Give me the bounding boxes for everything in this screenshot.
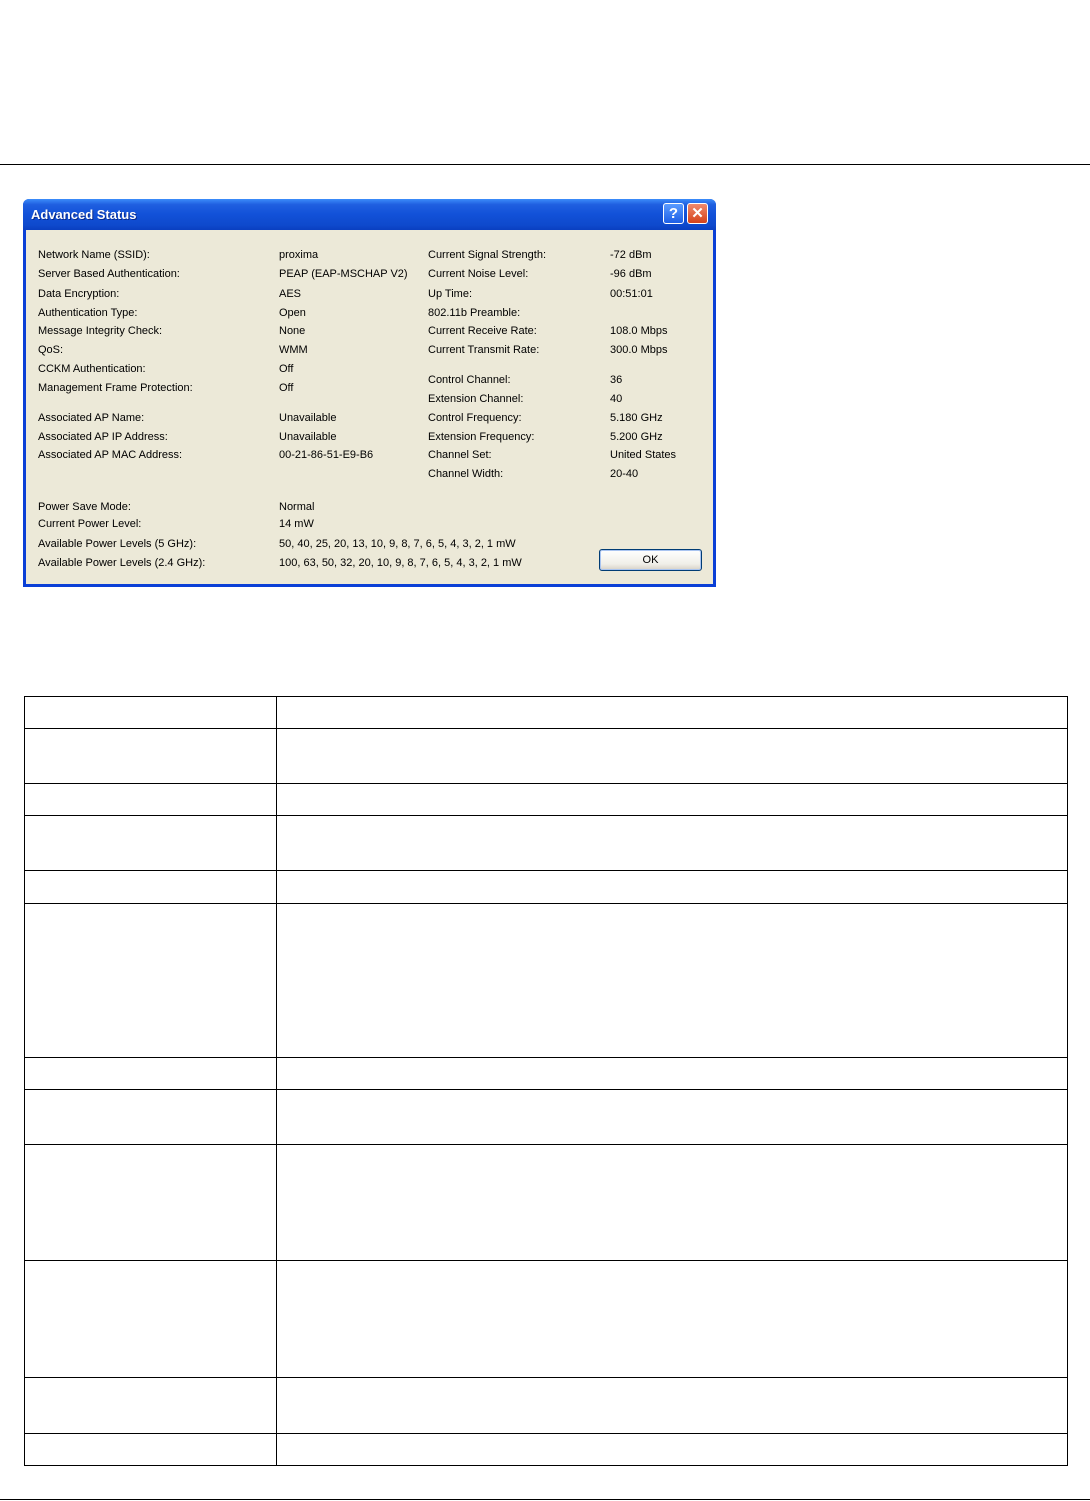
table-cell bbox=[277, 1058, 1067, 1089]
mfp-label: Management Frame Protection: bbox=[38, 382, 193, 394]
power-levels-5ghz-label: Available Power Levels (5 GHz): bbox=[38, 538, 197, 550]
power-save-label: Power Save Mode: bbox=[38, 501, 131, 513]
help-button[interactable]: ? bbox=[663, 203, 684, 224]
preamble-label: 802.11b Preamble: bbox=[428, 307, 521, 319]
table-cell bbox=[25, 871, 277, 903]
noise-level-value: -96 dBm bbox=[610, 268, 652, 280]
table-cell bbox=[25, 1145, 277, 1260]
data-encryption-value: AES bbox=[279, 288, 302, 300]
table-cell bbox=[25, 904, 277, 1057]
power-levels-5ghz-value: 50, 40, 25, 20, 13, 10, 9, 8, 7, 6, 5, 4, 3, 2, 1 mW bbox=[279, 538, 516, 550]
signal-strength-label: Current Signal Strength: bbox=[428, 249, 547, 261]
qos-label: QoS: bbox=[38, 344, 64, 356]
channel-width-value: 20-40 bbox=[610, 468, 639, 480]
table-cell bbox=[25, 816, 277, 870]
title-bar bbox=[23, 199, 716, 230]
power-save-value: Normal bbox=[279, 501, 315, 513]
power-level-label: Current Power Level: bbox=[38, 518, 142, 530]
ap-name-value: Unavailable bbox=[279, 412, 337, 424]
dialog-title: Advanced Status bbox=[31, 207, 137, 222]
transmit-rate-label: Current Transmit Rate: bbox=[428, 344, 540, 356]
table-cell bbox=[277, 871, 1067, 903]
table-cell bbox=[277, 1378, 1067, 1433]
table-row bbox=[24, 1089, 1068, 1144]
ap-ip-label: Associated AP IP Address: bbox=[38, 431, 168, 443]
table-cell bbox=[25, 1261, 277, 1377]
table-cell bbox=[277, 904, 1067, 1057]
ap-ip-value: Unavailable bbox=[279, 431, 337, 443]
table-cell bbox=[277, 1145, 1067, 1260]
table-cell bbox=[25, 697, 277, 728]
channel-set-value: United States bbox=[610, 449, 677, 461]
data-encryption-label: Data Encryption: bbox=[38, 288, 120, 300]
table-cell bbox=[25, 784, 277, 815]
up-time-value: 00:51:01 bbox=[610, 288, 653, 300]
qos-value: WMM bbox=[279, 344, 308, 356]
ssid-value: proxima bbox=[279, 249, 319, 261]
table-cell bbox=[277, 1090, 1067, 1144]
auth-type-value: Open bbox=[279, 307, 306, 319]
power-levels-24ghz-label: Available Power Levels (2.4 GHz): bbox=[38, 557, 206, 569]
table-cell bbox=[277, 784, 1067, 815]
table-cell bbox=[277, 1261, 1067, 1377]
channel-set-label: Channel Set: bbox=[428, 449, 492, 461]
table-row bbox=[24, 783, 1068, 815]
table-row bbox=[24, 1260, 1068, 1377]
table-row bbox=[24, 1057, 1068, 1089]
close-button[interactable]: ✕ bbox=[687, 203, 708, 224]
control-frequency-label: Control Frequency: bbox=[428, 412, 522, 424]
extension-frequency-value: 5.200 GHz bbox=[610, 431, 663, 443]
table-cell bbox=[277, 729, 1067, 783]
table-row bbox=[24, 870, 1068, 903]
power-levels-24ghz-value: 100, 63, 50, 32, 20, 10, 9, 8, 7, 6, 5, 4, 3, 2, 1 mW bbox=[279, 557, 522, 569]
noise-level-label: Current Noise Level: bbox=[428, 268, 529, 280]
mic-label: Message Integrity Check: bbox=[38, 325, 163, 337]
table-cell bbox=[25, 1434, 277, 1465]
ap-name-label: Associated AP Name: bbox=[38, 412, 145, 424]
advanced-status-dialog bbox=[23, 199, 716, 587]
extension-channel-label: Extension Channel: bbox=[428, 393, 524, 405]
mfp-value: Off bbox=[279, 382, 294, 394]
up-time-label: Up Time: bbox=[428, 288, 473, 300]
ok-button[interactable]: OK bbox=[599, 549, 702, 571]
table-cell bbox=[277, 816, 1067, 870]
field-description-table bbox=[24, 696, 1068, 1466]
extension-frequency-label: Extension Frequency: bbox=[428, 431, 535, 443]
table-cell bbox=[25, 1378, 277, 1433]
server-auth-value: PEAP (EAP-MSCHAP V2) bbox=[279, 268, 408, 280]
table-row bbox=[24, 815, 1068, 870]
ssid-label: Network Name (SSID): bbox=[38, 249, 150, 261]
table-row bbox=[24, 903, 1068, 1057]
table-row bbox=[24, 1144, 1068, 1260]
table-cell bbox=[25, 729, 277, 783]
ap-mac-value: 00-21-86-51-E9-B6 bbox=[279, 449, 374, 461]
ap-mac-label: Associated AP MAC Address: bbox=[38, 449, 183, 461]
mic-value: None bbox=[279, 325, 306, 337]
cckm-label: CCKM Authentication: bbox=[38, 363, 146, 375]
bottom-rule bbox=[0, 1499, 1090, 1500]
table-cell bbox=[277, 1434, 1067, 1465]
extension-channel-value: 40 bbox=[610, 393, 623, 405]
receive-rate-value: 108.0 Mbps bbox=[610, 325, 668, 337]
table-cell bbox=[277, 697, 1067, 728]
auth-type-label: Authentication Type: bbox=[38, 307, 138, 319]
control-channel-label: Control Channel: bbox=[428, 374, 511, 386]
receive-rate-label: Current Receive Rate: bbox=[428, 325, 537, 337]
power-level-value: 14 mW bbox=[279, 518, 314, 530]
table-cell bbox=[25, 1058, 277, 1089]
table-row bbox=[24, 1377, 1068, 1433]
dialog-body bbox=[26, 230, 713, 584]
channel-width-label: Channel Width: bbox=[428, 468, 504, 480]
top-rule bbox=[0, 164, 1090, 165]
table-row bbox=[24, 728, 1068, 783]
control-frequency-value: 5.180 GHz bbox=[610, 412, 663, 424]
signal-strength-value: -72 dBm bbox=[610, 249, 652, 261]
table-cell bbox=[25, 1090, 277, 1144]
server-auth-label: Server Based Authentication: bbox=[38, 268, 180, 280]
control-channel-value: 36 bbox=[610, 374, 623, 386]
table-row bbox=[24, 1433, 1068, 1466]
transmit-rate-value: 300.0 Mbps bbox=[610, 344, 668, 356]
table-row bbox=[24, 696, 1068, 728]
cckm-value: Off bbox=[279, 363, 294, 375]
